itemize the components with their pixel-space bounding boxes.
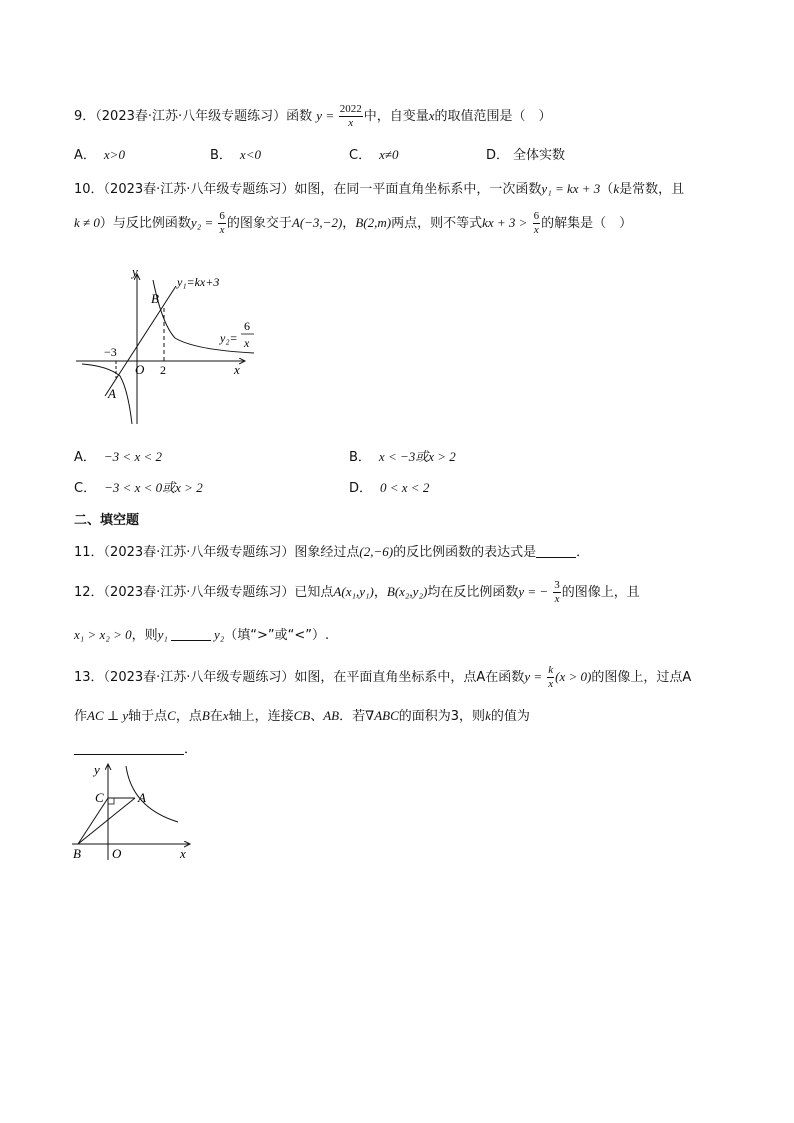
- q12-fraction: [553, 580, 561, 605]
- q13-fraction-numerator: k: [548, 664, 554, 676]
- q9-text-2: 中，自变量: [363, 109, 429, 124]
- q13-k: k: [485, 708, 491, 723]
- q10-figure: [70, 262, 270, 427]
- q13-text-4: 轴于点: [128, 709, 168, 724]
- q10-label-x: x: [234, 362, 240, 377]
- q11-text-2: 的反比例函数的表达式是: [393, 545, 537, 560]
- q13-text-11: 的值为: [490, 709, 530, 724]
- q13-right-angle-mark: [108, 798, 114, 804]
- q12-answer-blank[interactable]: [171, 640, 211, 641]
- q10-option-b[interactable]: [349, 446, 456, 465]
- q10-option-c-letter: C．: [74, 481, 97, 496]
- q12-text-2: ，: [373, 585, 387, 600]
- q13-fraction-denominator: x: [548, 678, 554, 690]
- q13-label-o: O: [112, 846, 122, 861]
- q10-option-d[interactable]: [349, 477, 429, 496]
- q13-domain: (x > 0): [555, 669, 592, 684]
- q11-line1: [74, 541, 589, 560]
- q10-fraction-denominator: x: [219, 224, 225, 236]
- q11-source: （2023春·江苏·八年级专题练习）: [103, 545, 295, 560]
- q10-option-b-letter: B．: [349, 450, 371, 465]
- q10-inverse-expr: y₂ =: [190, 215, 214, 230]
- q10-inequality: kx + 3 >: [482, 215, 528, 230]
- q10-option-a[interactable]: [74, 446, 162, 465]
- q10-linear-expr: y₁ = kx + 3: [541, 181, 601, 196]
- q11-number: 11．: [74, 545, 104, 560]
- q13-number: 13．: [74, 670, 104, 685]
- q9-option-c[interactable]: [349, 144, 398, 163]
- q13-fraction: [547, 665, 554, 690]
- q10-label-curve-den: x: [244, 336, 250, 350]
- q10-k-condition: k ≠ 0: [74, 215, 100, 230]
- q10-text-3: 是常数，且: [619, 182, 685, 197]
- q10-text-2: （: [600, 182, 614, 197]
- q13-label-y: y: [94, 762, 100, 777]
- q11-answer-blank[interactable]: [536, 557, 576, 558]
- q12-fraction-denominator: x: [554, 593, 560, 605]
- q13-source: （2023春·江苏·八年级专题练习）: [103, 670, 295, 685]
- q10-label-y: y: [132, 264, 138, 279]
- q9-option-a[interactable]: [74, 144, 125, 163]
- q12-line1: [74, 580, 640, 605]
- q10-label-2: 2: [160, 363, 166, 377]
- q10-text-7: 两点，则不等式: [391, 216, 483, 231]
- q13-triangle: ∇ABC: [365, 708, 399, 723]
- q12-text-5: ，则: [131, 628, 158, 643]
- q10-line2: [74, 211, 632, 236]
- q9-func-y: y: [316, 108, 323, 123]
- q13-text-6: 在: [209, 709, 223, 724]
- q13-label-b: B: [73, 846, 81, 861]
- q11-point: (2,−6): [359, 544, 394, 559]
- q10-text-1: 如图，在同一平面直角坐标系中，一次函数: [294, 182, 542, 197]
- q10-ineq-denominator: x: [533, 224, 539, 236]
- q10-label-curve: y₂=: [220, 331, 238, 345]
- q9-option-a-text: x>0: [103, 147, 125, 162]
- q10-option-b-text: x < −3或x > 2: [378, 449, 456, 464]
- q9-option-b-text: x<0: [239, 147, 261, 162]
- q13-seg-cb: CB: [293, 708, 311, 723]
- q12-line2: [74, 624, 329, 643]
- q10-option-a-letter: A．: [74, 450, 96, 465]
- q10-source: （2023春·江苏·八年级专题练习）: [103, 182, 295, 197]
- q13-point-c: C: [167, 708, 176, 723]
- q12-source: （2023春·江苏·八年级专题练习）: [103, 585, 295, 600]
- q10-point-b: B(2,m): [355, 215, 392, 230]
- q9-text-3: 的取值范围是（ ）: [434, 109, 552, 124]
- q13-text-1: 如图，在平面直角坐标系中，点A在函数: [294, 670, 525, 685]
- q10-label-b: B: [151, 291, 159, 306]
- q9-option-c-text: x≠0: [379, 147, 399, 162]
- q9-option-b[interactable]: [210, 144, 261, 163]
- q10-option-d-letter: D．: [349, 481, 373, 496]
- q13-line2: [74, 705, 530, 724]
- q9-func-eq: =: [326, 108, 334, 123]
- q9-source: （2023春·江苏·八年级专题练习）: [95, 109, 287, 124]
- q10-ineq-fraction: [533, 211, 541, 236]
- q10-line1: [74, 178, 684, 197]
- q9-option-c-letter: C．: [349, 148, 372, 163]
- q12-y2: y₂: [213, 627, 225, 642]
- q12-point-b: B(x₂,y₂): [386, 584, 428, 599]
- q10-text-4: ）与反比例函数: [99, 216, 191, 231]
- q13-answer-blank[interactable]: [74, 754, 184, 755]
- q9-option-d-letter: D．: [486, 148, 510, 163]
- q12-text-4: 的图像上，且: [561, 585, 640, 600]
- q13-perp: AC ⊥ y: [87, 708, 129, 723]
- q10-fraction: [218, 211, 226, 236]
- q10-label-a: A: [108, 386, 116, 401]
- q10-label-neg3: −3: [104, 345, 117, 359]
- q13-label-a: A: [138, 790, 146, 805]
- q12-text-6: （填“>”或“<”）.: [224, 628, 330, 643]
- q9-line1: [74, 104, 552, 129]
- q11-text-3: ．: [576, 545, 590, 560]
- q13-label-c: C: [95, 790, 104, 805]
- q12-text-1: 已知点: [294, 585, 334, 600]
- q13-text-8: 、: [310, 709, 324, 724]
- q9-fraction: [339, 104, 363, 129]
- q13-hyperbola: [126, 766, 178, 822]
- q12-point-a: A(x₁,y₁): [333, 584, 374, 599]
- q10-label-curve-num: 6: [244, 319, 250, 333]
- q9-option-d[interactable]: [486, 144, 565, 163]
- q12-func: y = −: [518, 584, 549, 599]
- q10-fraction-numerator: 6: [219, 210, 225, 222]
- q10-label-line: y₁=kx+3: [177, 275, 220, 289]
- q9-fraction-denominator: x: [348, 117, 354, 129]
- q9-var-x: x: [428, 108, 435, 123]
- q10-hyperbola-q3: [82, 364, 132, 424]
- q13-text-3: 作: [74, 709, 88, 724]
- q13-text-5: ，点: [175, 709, 202, 724]
- q13-x-var: x: [222, 708, 229, 723]
- q10-text-8: 的解集是（ ）: [541, 216, 633, 231]
- q10-hyperbola-q1: [153, 280, 254, 353]
- q13-text-12: ．: [184, 742, 198, 757]
- q10-point-a: A(−3,−2): [291, 215, 343, 230]
- q13-func: y =: [524, 669, 543, 684]
- q13-text-9: ．若: [339, 709, 366, 724]
- q9-option-d-text: 全体实数: [513, 148, 566, 163]
- q11-text-1: 图象经过点: [294, 545, 360, 560]
- q10-option-a-text: −3 < x < 2: [103, 449, 162, 464]
- q9-option-a-letter: A．: [74, 148, 96, 163]
- q10-text-6: ，: [342, 216, 356, 231]
- q9-option-b-letter: B．: [210, 148, 232, 163]
- q13-text-7: 轴上，连接: [228, 709, 294, 724]
- q9-number: 9．: [74, 109, 96, 124]
- q13-line1: [74, 665, 691, 690]
- q12-fraction-numerator: 3: [554, 579, 560, 591]
- q13-seg-ab: [78, 798, 135, 844]
- q9-fraction-numerator: 2022: [339, 103, 362, 115]
- q10-option-c-text: −3 < x < 0或x > 2: [104, 480, 203, 495]
- q13-point-b: B: [201, 708, 210, 723]
- q12-y1: y₁: [157, 627, 168, 642]
- q10-ineq-numerator: 6: [533, 210, 540, 222]
- q13-text-2: 的图像上，过点A: [591, 670, 692, 685]
- q12-condition: x₁ > x₂ > 0: [74, 627, 132, 642]
- q13-line3: [74, 738, 197, 757]
- q10-text-5: 的图象交于: [226, 216, 292, 231]
- q13-text-10: 的面积为3，则: [398, 709, 486, 724]
- section-heading-fill-blank: 二、填空题: [74, 513, 140, 528]
- q9-text-1: 函数: [286, 109, 313, 124]
- q10-option-c[interactable]: [74, 477, 203, 496]
- q13-seg-ab: AB: [323, 708, 340, 723]
- q10-label-o: O: [135, 362, 145, 377]
- q12-number: 12．: [74, 585, 104, 600]
- q13-figure: [68, 760, 198, 865]
- q12-text-3: 均在反比例函数: [427, 585, 519, 600]
- q10-line-y1: [105, 286, 176, 396]
- q13-label-x: x: [180, 846, 186, 861]
- q10-k: k: [613, 181, 620, 196]
- q10-option-d-text: 0 < x < 2: [380, 480, 430, 495]
- q10-number: 10．: [74, 182, 104, 197]
